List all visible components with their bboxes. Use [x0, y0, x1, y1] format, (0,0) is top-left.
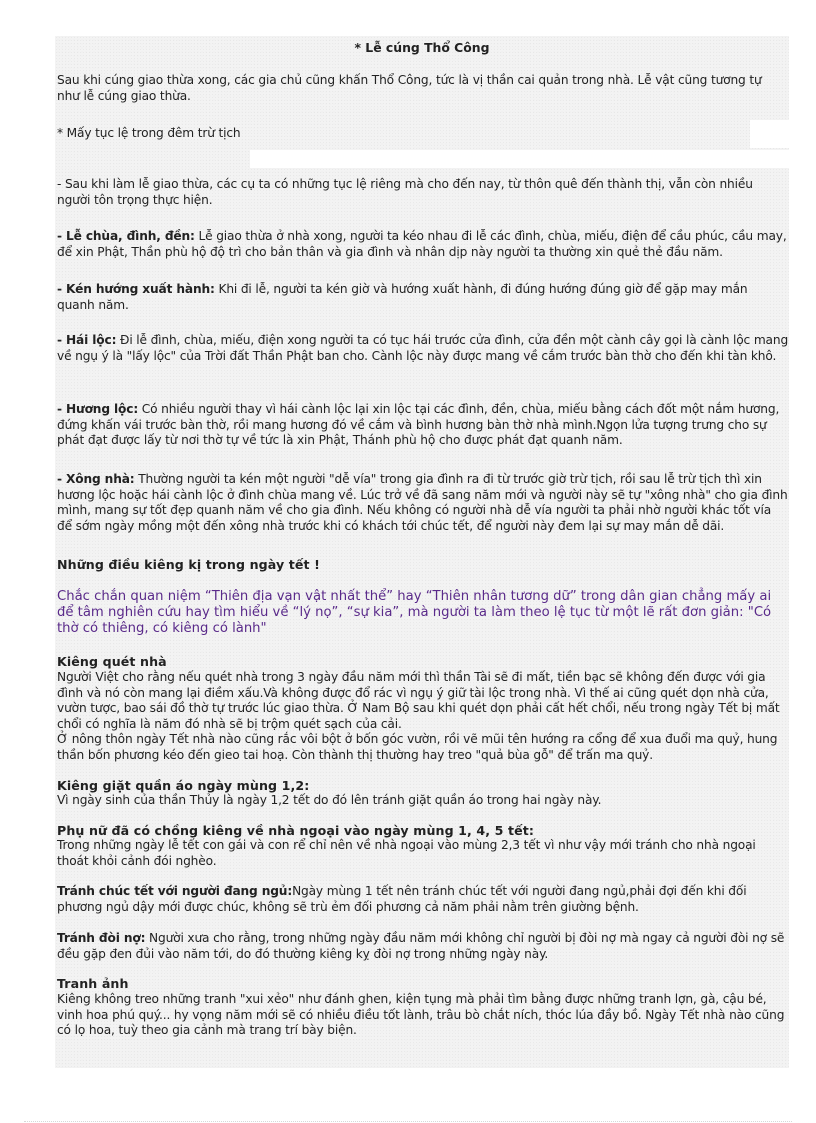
taboo-women-title: Phụ nữ đã có chồng kiêng về nhà ngoại vào ngày mùng 1, 4, 5 tết: [57, 823, 534, 838]
taboo-debt-text: Người xưa cho rằng, trong những ngày đầu năm mới không chỉ người bị đòi nợ mà ngay cả người đòi nợ sẽ đều gặp đen đủi vào năm tới, do đó thường kiêng kỵ đòi nợ trong những ngày này. [57, 931, 785, 961]
taboo-pictures-text: Kiêng không treo những tranh "xui xẻo" như đánh ghen, kiện tụng mà phải tìm bằng được những tranh lợn, gà, cậu bé, vinh hoa phú quý... hy vọng năm mới sẽ có nhiều điều tốt lành, trâu bò chắt ních, thóc lúa đầy bồ. Ngày Tết nhà nào cũng có lọ hoa, tuỳ theo gia cảnh mà trang trí bày biện. [57, 992, 785, 1037]
custom-item-label: - Kén hướng xuất hành: [57, 282, 215, 296]
taboos-quote: Chắc chắn quan niệm “Thiên địa vạn vật nhất thể” hay “Thiên nhân tương dữ” trong dân gian chẳng mấy ai để tâm nghiên cứu hay tìm hiểu về “lý nọ”, “sự kia”, mà người ta làm theo lệ tục từ một lẽ rất đơn giản: "Có thờ có thiêng, có kiêng có lành" [57, 589, 772, 636]
taboo-sweep-text-2: Ở nông thôn ngày Tết nhà nào cũng rắc vôi bột ở bốn góc vườn, rồi vẽ mũi tên hướng ra cổng để xua đuổi ma quỷ, hung thần bốn phương kéo đến gieo tai hoạ. Còn thành thị thường hay treo "quả bùa gỗ" để trấn ma quỷ. [57, 732, 778, 762]
custom-item-ken-huong [57, 282, 785, 313]
customs-subheading: * Mấy tục lệ trong đêm trừ tịch [57, 126, 241, 140]
custom-item-text: Khi đi lễ, người ta kén giờ và hướng xuất hành, đi đúng hướng đúng giờ để gặp may mắn quanh năm. [57, 282, 748, 312]
custom-item-xong-nha [57, 472, 789, 534]
taboo-laundry-title: Kiêng giặt quần áo ngày mùng 1,2: [57, 778, 310, 793]
blank-strip [250, 150, 790, 168]
custom-item-text: Lễ giao thừa ở nhà xong, người ta kéo nhau đi lễ các đình, chùa, miếu, điện để cầu phúc, cầu may, để xin Phật, Thần phù hộ độ trì cho bản thân và gia đình và nhân dịp này người ta thường xin quẻ thẻ đầu năm. [57, 229, 787, 259]
intro-paragraph: Sau khi cúng giao thừa xong, các gia chủ cũng khấn Thổ Công, tức là vị thần cai quản trong nhà. Lễ vật cũng tương tự như lễ cúng giao thừa. [57, 73, 762, 103]
section-title: * Lễ cúng Thổ Công [354, 40, 490, 55]
taboos-heading: Những điều kiêng kị trong ngày tết ! [57, 557, 320, 572]
taboo-sweep-text: Người Việt cho rằng nếu quét nhà trong 3 ngày đầu năm mới thì thần Tài sẽ đi mất, tiền bạc sẽ không đến được với gia đình và nó còn mang lại điềm xấu.Và không được đổ rác vì ngụ ý giữ tài lộc trong nhà. Vì thế ai cũng quét dọn nhà cửa, vườn tược, bao sái đồ thờ tự trước lúc giao thừa. Ở Nam Bộ sau khi quét dọn phải cất hết chổi, nếu trong ngày Tết bị mất chổi có nghĩa là năm đó nhà sẽ bị trộm quét sạch của cải. [57, 670, 780, 731]
taboo-pictures-title: Tranh ảnh [57, 976, 129, 991]
custom-item-label: - Hái lộc: [57, 333, 117, 347]
custom-item-text: Đi lễ đình, chùa, miếu, điện xong người ta có tục hái trước cửa đình, cửa đền một cành cây gọi là cành lộc mang về ngụ ý là "lấy lộc" của Trời đất Thần Phật ban cho. Cành lộc này được mang về cắm trước bàn thờ cho đến khi tàn khô. [57, 333, 789, 363]
taboo-sleeping-title: Tránh chúc tết với người đang ngủ: [57, 884, 293, 898]
custom-item-hai-loc [57, 333, 789, 364]
custom-item-text: Thường người ta kén một người "dễ vía" trong gia đình ra đi từ trước giờ trừ tịch, rồi sau lễ trừ tịch thì xin hương lộc hoặc hái cành lộc ở đình chùa mang về. Lúc trở về đã sang năm mới và người này sẽ tự "xông nhà" cho gia đình mình, mang sự tốt đẹp quanh năm về cho gia đình. Nếu không có người nhà dễ vía người ta phải nhờ người khác tốt vía để sớm ngày mồng một đến xông nhà trước khi có khách tới chúc tết, để người này đem lại sự may mắn dễ dãi. [57, 472, 788, 533]
custom-item-text: Có nhiều người thay vì hái cành lộc lại xin lộc tại các đình, đền, chùa, miếu bằng cách đốt một nắm hương, đứng khấn vái trước bàn thờ, rồi mang hương đó về cắm và bình hương bàn thờ nhà mình.Ngọn lửa tượng trưng cho sự phát đạt được lấy từ nơi thờ tự về tức là xin Phật, Thánh phù hộ cho được phát đạt quanh năm. [57, 402, 780, 447]
custom-item-label: - Xông nhà: [57, 472, 135, 486]
customs-intro-paragraph: - Sau khi làm lễ giao thừa, các cụ ta có những tục lệ riêng mà cho đến nay, từ thôn quê đến thành thị, vẫn còn nhiều người tôn trọng thực hiện. [57, 177, 753, 207]
taboo-debt-title: Tránh đòi nợ: [57, 931, 146, 945]
taboo-women-text: Trong những ngày lễ tết con gái và con rể chỉ nên về nhà ngoại vào mùng 2,3 tết vì như vậy mới tránh cho nhà ngoại thoát khỏi cảnh đói nghèo. [57, 838, 756, 868]
custom-item-le-chua [57, 229, 789, 260]
taboo-sleeping-text: Ngày mùng 1 tết nên tránh chúc tết với người đang ngủ,phải đợi đến khi đối phương ngủ dậy mới được chúc, không sẽ trù ẻm đối phương cả năm phải nằm trên giường bệnh. [57, 884, 747, 914]
taboo-sweep-title: Kiêng quét nhà [57, 654, 167, 669]
blank-area [750, 120, 790, 148]
custom-item-label: - Hương lộc: [57, 402, 139, 416]
custom-item-label: - Lễ chùa, đình, đền: [57, 229, 195, 243]
taboo-debt [57, 931, 789, 962]
taboo-sleeping [57, 884, 789, 915]
custom-item-huong-loc [57, 402, 785, 449]
taboo-laundry-text: Vì ngày sinh của thần Thủy là ngày 1,2 tết do đó lên tránh giặt quần áo trong hai ngày này. [57, 793, 602, 807]
